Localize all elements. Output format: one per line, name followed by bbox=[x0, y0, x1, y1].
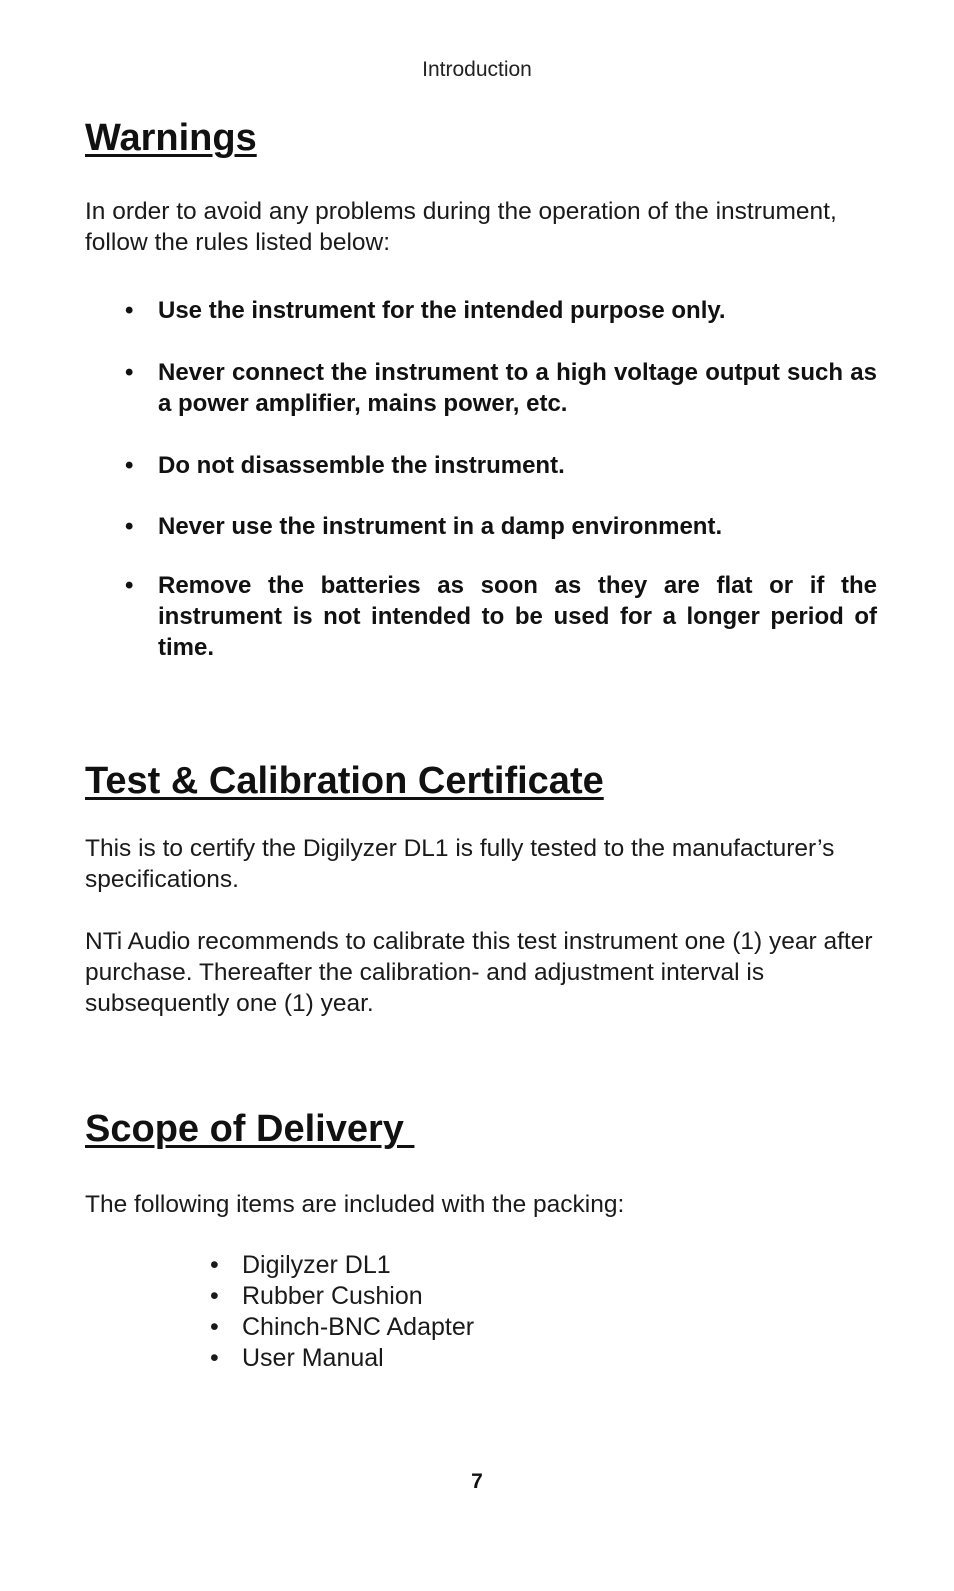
delivery-heading: Scope of Delivery bbox=[85, 1108, 415, 1150]
bullet-icon: • bbox=[210, 1251, 219, 1279]
warning-item bbox=[125, 570, 877, 663]
bullet-icon: • bbox=[125, 513, 134, 540]
warning-text: Do not disassemble the instrument. bbox=[158, 452, 565, 479]
calibration-paragraph-1: This is to certify the Digilyzer DL1 is fully tested to the manufacturer’s specifications. bbox=[85, 835, 835, 893]
delivery-intro: The following items are included with the packing: bbox=[85, 1191, 625, 1218]
warnings-heading: Warnings bbox=[85, 117, 257, 159]
calibration-heading: Test & Calibration Certificate bbox=[85, 760, 604, 802]
warning-text: Never use the instrument in a damp environment. bbox=[158, 513, 723, 540]
delivery-item-text: Digilyzer DL1 bbox=[242, 1251, 391, 1279]
delivery-item-text: Chinch-BNC Adapter bbox=[242, 1313, 475, 1341]
warning-text: Remove the batteries as soon as they are flat or if the instrument is not intended to be used for a longer period of time. bbox=[158, 572, 877, 661]
page-number: 7 bbox=[471, 1470, 483, 1493]
warning-item bbox=[125, 357, 877, 419]
bullet-icon: • bbox=[125, 572, 134, 599]
warning-text: Never connect the instrument to a high voltage output such as a power amplifier, mains power, etc. bbox=[158, 359, 877, 417]
warning-item bbox=[125, 511, 877, 542]
delivery-item bbox=[210, 1250, 474, 1281]
bullet-icon: • bbox=[125, 452, 134, 479]
delivery-item-text: User Manual bbox=[242, 1344, 384, 1372]
delivery-list bbox=[210, 1250, 474, 1374]
warning-item bbox=[125, 450, 877, 481]
delivery-item-text: Rubber Cushion bbox=[242, 1282, 423, 1310]
bullet-icon: • bbox=[210, 1344, 219, 1372]
delivery-item bbox=[210, 1343, 474, 1374]
warnings-intro: In order to avoid any problems during the operation of the instrument, follow the rules listed below: bbox=[85, 198, 837, 256]
running-header: Introduction bbox=[422, 58, 532, 81]
bullet-icon: • bbox=[125, 359, 134, 386]
bullet-icon: • bbox=[125, 297, 134, 324]
bullet-icon: • bbox=[210, 1282, 219, 1310]
warning-item bbox=[125, 295, 877, 326]
delivery-item bbox=[210, 1281, 474, 1312]
bullet-icon: • bbox=[210, 1313, 219, 1341]
warning-text: Use the instrument for the intended purpose only. bbox=[158, 297, 726, 324]
delivery-item bbox=[210, 1312, 474, 1343]
calibration-paragraph-2: NTi Audio recommends to calibrate this test instrument one (1) year after purchase. Thereafter the calibration- and adjustment interval is subsequently one (1) year. bbox=[85, 928, 873, 1017]
